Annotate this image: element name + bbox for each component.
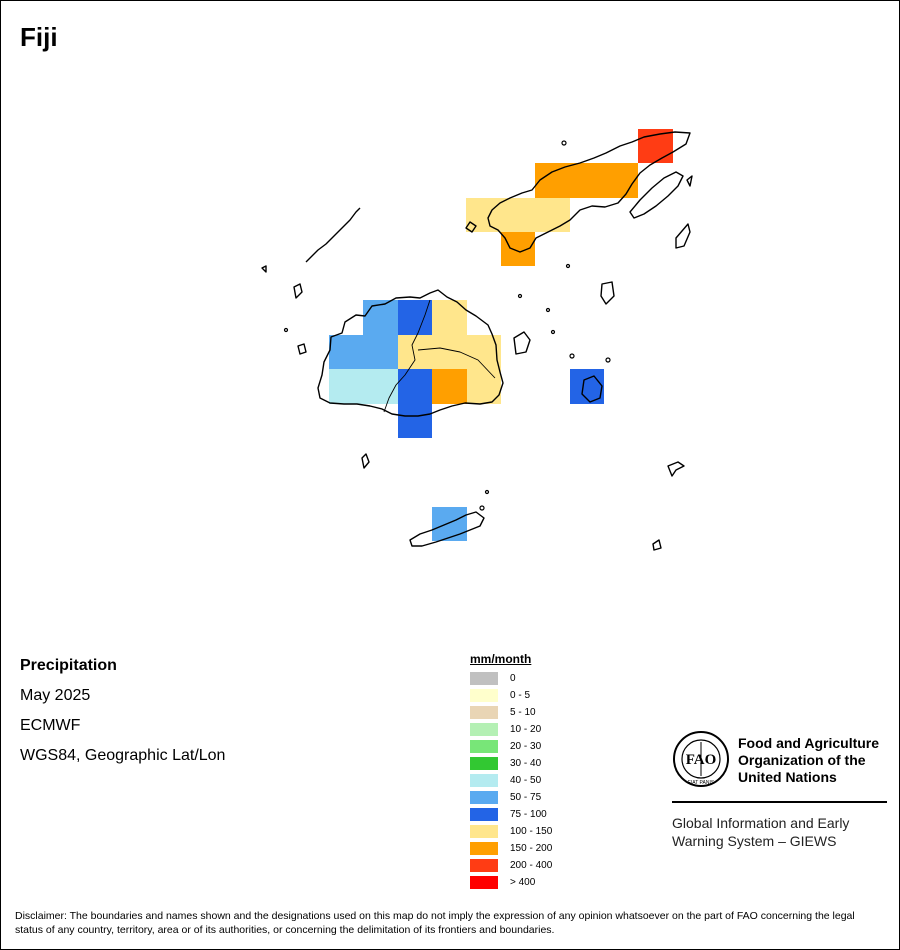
fao-logo-text: FAO <box>685 752 717 768</box>
island-dot <box>567 265 570 268</box>
legend-swatch <box>470 791 498 804</box>
organization-name <box>738 735 879 786</box>
island-dot <box>562 141 566 145</box>
period-label: May 2025 <box>20 687 91 704</box>
legend-swatch <box>470 842 498 855</box>
legend-swatch <box>470 723 498 736</box>
legend-title: mm/month <box>470 652 532 666</box>
yasawa-chain <box>306 208 360 262</box>
legend-label: 0 - 5 <box>510 689 531 701</box>
system-name <box>672 814 849 850</box>
island-outline <box>298 344 306 354</box>
island-dot <box>285 329 288 332</box>
island-outline <box>653 540 661 550</box>
grid-cell <box>466 198 570 232</box>
system-name-line: Global Information and Early <box>672 815 850 831</box>
organization-name-line: United Nations <box>738 769 837 785</box>
fao-motto: FIAT PANIS <box>687 780 715 786</box>
legend-label: 5 - 10 <box>510 706 536 718</box>
legend-swatch <box>470 808 498 821</box>
legend-label: 50 - 75 <box>510 791 542 803</box>
precipitation-grid <box>329 129 673 541</box>
legend-item <box>470 841 552 855</box>
legend-item <box>470 739 541 753</box>
grid-cell <box>432 507 467 541</box>
legend-item <box>470 756 541 770</box>
island-dot <box>480 506 484 510</box>
legend-label: 0 <box>510 672 516 684</box>
island-outline <box>668 462 684 476</box>
map-title: Fiji <box>20 22 58 52</box>
fao-logo <box>672 730 730 788</box>
legend-swatch <box>470 876 498 889</box>
grid-cell <box>398 300 432 335</box>
legend-item <box>470 807 547 821</box>
legend-item <box>470 705 536 719</box>
legend-swatch <box>470 672 498 685</box>
projection-label: WGS84, Geographic Lat/Lon <box>20 747 226 764</box>
disclaimer-text: Disclaimer: The boundaries and names shown and the designations used on this map do not imply the expression of any opinion whatsoever on the part of FAO concerning the legal status of any country, territory, area or of its authorities, or concerning the delimitation of its frontiers and boundaries. <box>15 910 855 936</box>
island-dot <box>486 491 489 494</box>
island-dot <box>519 295 522 298</box>
legend-swatch <box>470 689 498 702</box>
legend-item <box>470 722 541 736</box>
legend-label: > 400 <box>510 876 536 888</box>
grid-cell <box>432 369 467 404</box>
island-outline <box>601 282 614 304</box>
grid-cell <box>501 232 535 266</box>
legend-label: 100 - 150 <box>510 825 553 837</box>
legend-label: 20 - 30 <box>510 740 542 752</box>
island-dot <box>547 309 550 312</box>
organization-name-line: Organization of the <box>738 752 866 768</box>
source-label: ECMWF <box>20 717 81 734</box>
island-outline <box>687 176 692 186</box>
grid-cell <box>432 300 467 335</box>
legend-label: 75 - 100 <box>510 808 547 820</box>
legend-swatch <box>470 859 498 872</box>
grid-cell <box>398 404 432 438</box>
legend-item <box>470 790 541 804</box>
legend-label: 30 - 40 <box>510 757 542 769</box>
organization-name-line: Food and Agriculture <box>738 735 880 751</box>
legend-item <box>470 824 552 838</box>
island-outline <box>514 332 530 354</box>
legend-label: 10 - 20 <box>510 723 542 735</box>
divider <box>672 801 887 803</box>
grid-cell <box>638 129 673 163</box>
island-dot <box>606 358 610 362</box>
island-outline <box>362 454 369 468</box>
legend-swatch <box>470 825 498 838</box>
legend-swatch <box>470 774 498 787</box>
legend-label: 200 - 400 <box>510 859 553 871</box>
island-dot <box>570 354 574 358</box>
legend-item <box>470 858 552 872</box>
system-name-line: Warning System – GIEWS <box>672 833 837 849</box>
legend-label: 150 - 200 <box>510 842 553 854</box>
legend-item <box>470 875 535 889</box>
grid-cell <box>329 335 398 369</box>
legend-swatch <box>470 740 498 753</box>
legend-item <box>470 671 516 685</box>
legend-swatch <box>470 706 498 719</box>
island-outline <box>262 266 266 272</box>
legend-item <box>470 688 530 702</box>
grid-cell <box>398 369 432 404</box>
island-dot <box>552 331 555 334</box>
grid-cell <box>329 369 398 404</box>
grid-cell <box>535 163 638 198</box>
legend-swatch <box>470 757 498 770</box>
legend-label: 40 - 50 <box>510 774 542 786</box>
legend-item <box>470 773 541 787</box>
island-outline <box>676 224 690 248</box>
variable-label: Precipitation <box>20 657 117 674</box>
island-outline <box>294 284 302 298</box>
